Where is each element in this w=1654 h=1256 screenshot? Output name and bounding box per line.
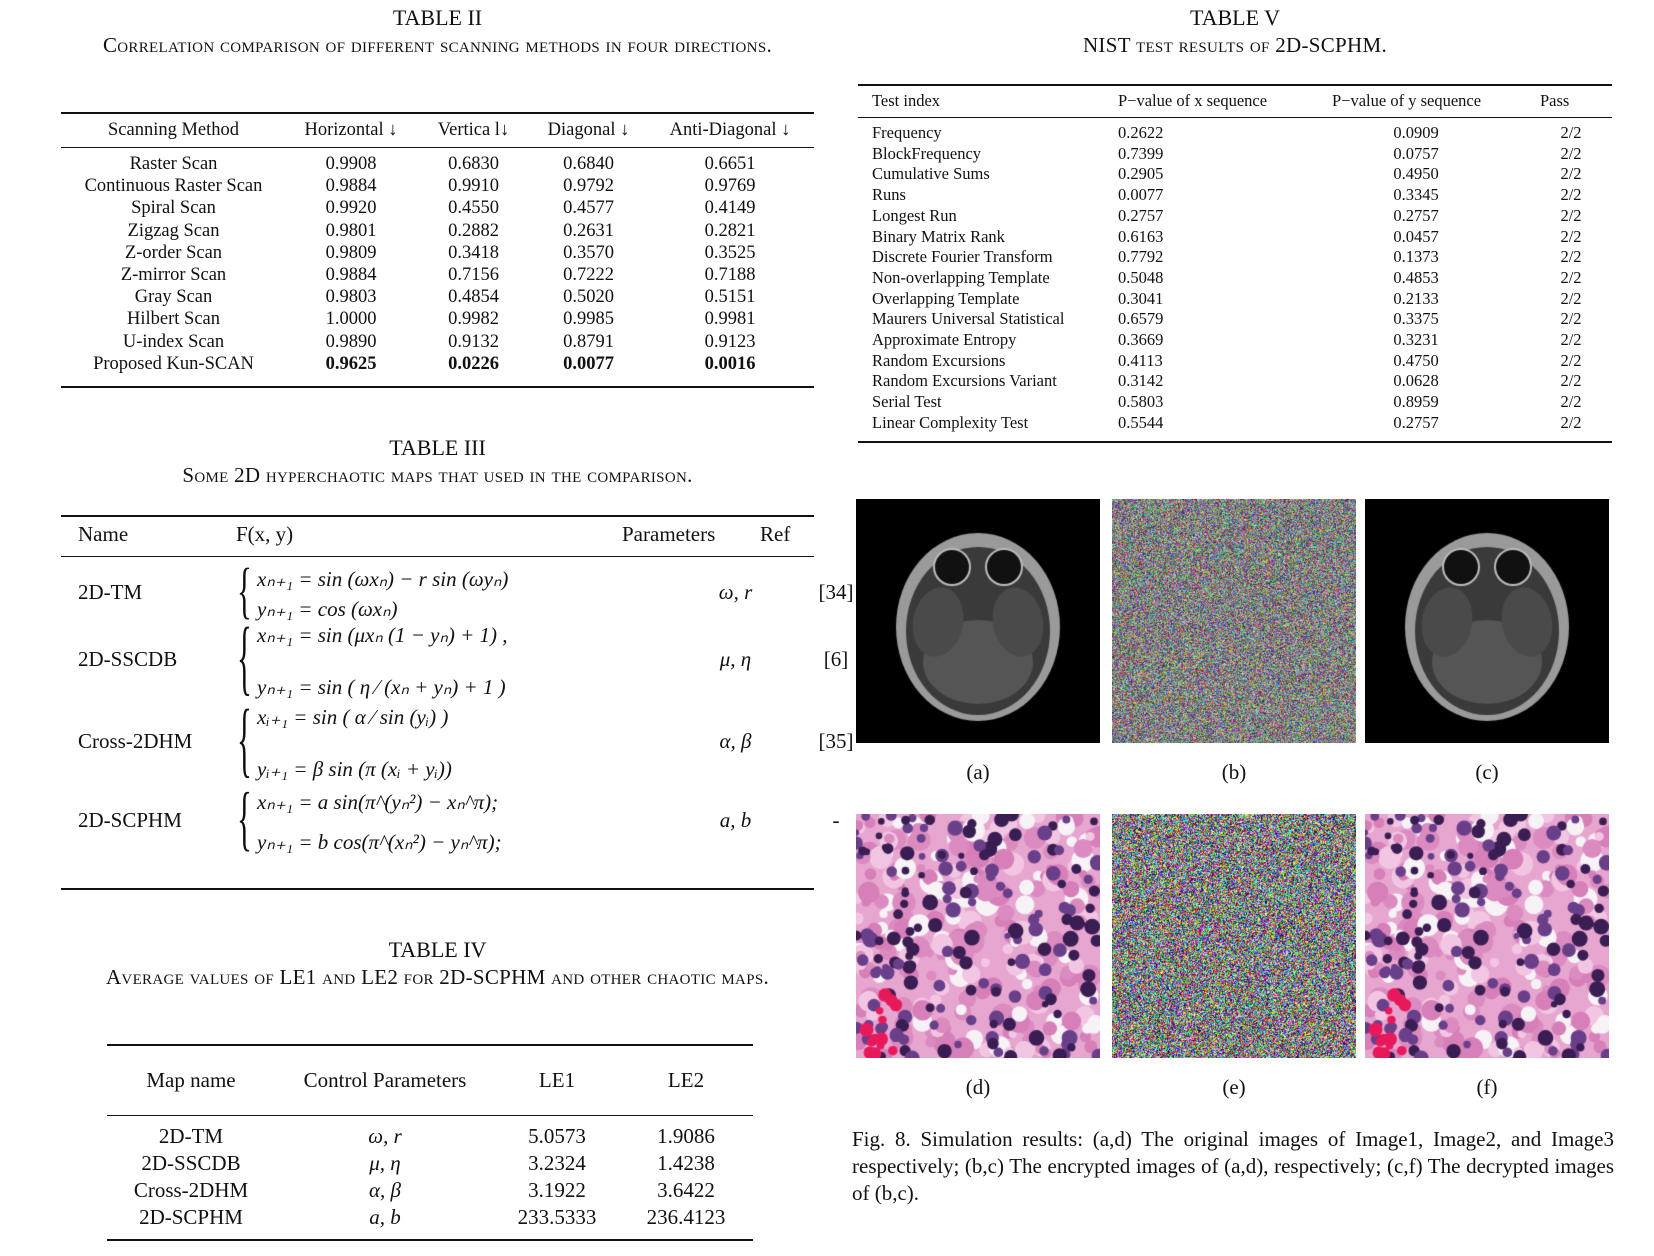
table2-header: Vertica l↓ [437,120,510,140]
table2-title: TABLE II [392,5,483,30]
figure-caption: Fig. 8. Simulation results: (a,d) The original images of Image1, Image2, and Image3 respectively; (b,c) The encrypted images of (a,d), respectively; (c,f) The decrypted images of (b,c). [852,1127,1614,1205]
table-row [61,264,814,286]
table5-cell: Cumulative Sums [872,164,990,184]
table2-cell: 0.9920 [325,198,377,219]
table4-cell: 1.4238 [657,1151,715,1175]
table4-title: TABLE IV [388,937,487,962]
table5-cell: 0.3142 [1118,371,1164,391]
table5-bottom-rule [858,441,1612,443]
parameters: μ, η [719,647,752,671]
table2-cell: 0.5151 [704,287,756,308]
table4-cell: 1.9086 [657,1124,715,1148]
table-row [107,1150,753,1177]
table3-header-name: Name [78,522,129,546]
table5-cell: 0.7792 [1118,247,1164,267]
table-row [107,1204,753,1231]
label-c: (c) [1475,760,1499,784]
table5-cell: 0.0628 [1393,371,1439,391]
scanning-method: Spiral Scan [131,198,216,219]
table4-cell: Cross-2DHM [133,1178,249,1202]
table5-cell: Approximate Entropy [872,330,1017,350]
table5-cell: Discrete Fourier Transform [872,247,1053,267]
table2-cell: 0.9803 [325,287,377,308]
table2 [61,114,814,375]
table-row [872,351,1602,372]
table5-cell: 0.3041 [1118,288,1164,308]
table5-cell: Runs [872,185,906,205]
table5-cell: 0.6579 [1118,309,1164,329]
table5-cell: 0.1373 [1393,247,1439,267]
table2-cell: 0.3570 [563,242,614,263]
map-name: 2D-SCPHM [78,808,182,832]
table2-cell: 0.4854 [448,287,499,308]
table2-cell: 0.7188 [704,265,756,286]
table5-cell: BlockFrequency [872,143,982,163]
table3-header-f: F(x, y) [236,522,294,546]
equation-line: yᵢ₊₁ = β sin (π (xᵢ + yᵢ)) [257,757,452,781]
table2-cell: 0.6840 [563,154,614,174]
table5-cell: 0.2757 [1393,205,1439,225]
table4-bottom-rule [107,1239,753,1241]
table5-cell: 0.5544 [1118,412,1164,432]
table5-cell: 2/2 [1560,226,1582,246]
table-row [872,227,1602,248]
table2-cell: 0.7222 [563,265,614,286]
table5-cell: 0.2133 [1393,288,1439,308]
reference: [34] [818,580,854,604]
scanning-method: Z-mirror Scan [120,265,227,286]
equation-line: yₙ₊₁ = cos (ωxₙ) [257,597,398,621]
table3-header-params: Parameters [622,522,716,546]
table-row [107,1177,753,1204]
table2-caption: Correlation comparison of different scanning methods in four directions. [102,33,773,57]
table5-cell: 0.0757 [1393,143,1439,163]
table-row [872,185,1602,206]
table-row [61,353,814,375]
table5-cell: 2/2 [1560,412,1582,432]
reference: [6] [823,647,849,671]
table5-cell: 0.4750 [1393,350,1439,370]
table2-cell: 0.9884 [325,265,377,286]
table4-cell: 5.0573 [528,1124,586,1148]
table2-cell: 0.0226 [448,353,499,374]
table4-cell: 236.4123 [646,1205,726,1229]
table5-header: Test index [872,91,941,111]
equation-line: xᵢ₊₁ = sin ( α ⁄ sin (yᵢ) ) [257,705,449,729]
equation-line: xₙ₊₁ = a sin(π^(yₙ²) − xₙ^π); [257,790,499,814]
table2-cell: 0.9884 [325,176,377,197]
table-row [61,308,814,330]
table2-cell: 0.0016 [704,353,756,374]
table5-cell: 2/2 [1560,143,1582,163]
brace: { [237,779,252,859]
table-row [61,331,814,353]
table2-cell: 0.3418 [448,242,499,263]
table2-cell: 0.4577 [563,198,614,219]
label-d: (d) [965,1075,991,1099]
table3-header-ref: Ref [760,522,791,546]
table5-cell: 0.2757 [1393,412,1439,432]
table2-cell: 0.6651 [704,154,756,174]
image-a-original-mri [856,499,1100,743]
table5-header: Pass [1540,91,1570,111]
scanning-method: Raster Scan [129,154,218,174]
equation-line: yₙ₊₁ = sin ( η ⁄ (xₙ + yₙ) + 1 ) [257,675,506,699]
table4 [107,1046,753,1231]
table3-caption: Some 2D hyperchaotic maps that used in the comparison. [182,463,693,487]
image-c-decrypted-mri [1365,499,1609,743]
table2-cell: 0.9625 [325,353,377,374]
parameters: a, b [719,808,752,832]
table5-cell: 0.2905 [1118,164,1164,184]
table-row [872,289,1602,310]
image-f-decrypted-histology [1365,814,1609,1058]
table-row [872,144,1602,165]
table2-cell: 0.3525 [704,242,756,263]
table-row [872,164,1602,185]
table5-cell: 0.7399 [1118,143,1164,163]
scanning-method: Hilbert Scan [127,309,220,330]
table2-cell: 0.9890 [325,331,377,352]
table4-cell: ω, r [368,1124,402,1148]
equation-line: xₙ₊₁ = sin (μxₙ (1 − yₙ) + 1) , [257,623,508,647]
table2-cell: 1.0000 [325,309,377,330]
table2-cell: 0.9123 [704,331,756,352]
table5-cell: Random Excursions [872,350,1006,370]
scanning-method: Proposed Kun-SCAN [93,353,254,374]
table-row [61,197,814,219]
scanning-method: Zigzag Scan [127,220,220,241]
table5-cell: 2/2 [1560,350,1582,370]
label-b: (b) [1221,760,1247,784]
table5-cell: 2/2 [1560,267,1582,287]
table5-cell: 0.3345 [1393,185,1439,205]
table4-cell: 2D-SCPHM [139,1205,243,1229]
table2-cell: 0.9132 [448,331,499,352]
table3-top-rule [61,515,814,517]
table2-bottom-rule [61,386,814,388]
table4-cell: 3.1922 [528,1178,586,1202]
table2-cell: 0.2882 [448,220,499,241]
table-row [872,123,1602,144]
table-row [61,153,814,175]
table4-cell: μ, η [369,1151,401,1175]
table2-header: Diagonal ↓ [547,120,630,140]
table5-cell: 0.3375 [1393,309,1439,329]
table2-cell: 0.5020 [563,287,614,308]
table5-cell: Maurers Universal Statistical [872,309,1065,329]
table5-cell: 2/2 [1560,371,1582,391]
table5 [872,86,1602,434]
table5-cell: 0.5803 [1118,392,1164,412]
table-row [61,286,814,308]
brace: { [237,557,252,625]
scanning-method: Z-order Scan [124,242,223,263]
table5-cell: 2/2 [1560,185,1582,205]
table-row [872,206,1602,227]
reference: [35] [818,729,854,753]
table-row [61,242,814,264]
map-name: Cross-2DHM [78,729,193,753]
table2-header: Horizontal ↓ [304,120,398,140]
scanning-method: Gray Scan [134,287,213,308]
image-b-encrypted-noise [1112,499,1356,743]
table2-cell: 0.4550 [448,198,499,219]
table5-cell: 2/2 [1560,288,1582,308]
table5-cell: 0.3231 [1393,330,1439,350]
table2-cell: 0.7156 [448,265,499,286]
table5-cell: Frequency [872,123,942,142]
table3-mid-rule [61,556,814,557]
table5-cell: 0.4950 [1393,164,1439,184]
table2-cell: 0.9769 [704,176,756,197]
table2-header: Anti-Diagonal ↓ [669,120,791,140]
table5-cell: 0.4853 [1393,267,1439,287]
table-row [61,611,849,705]
table4-cell: a, b [369,1205,401,1229]
table5-cell: 2/2 [1560,247,1582,267]
table4-cell: 2D-SSCDB [141,1151,241,1175]
table5-header: P−value of y sequence [1332,91,1482,111]
table2-cell: 0.9981 [704,309,756,330]
table5-cell: Longest Run [872,205,957,225]
table5-caption: NIST test results of 2D-SCPHM. [1082,33,1388,57]
equation-line: yₙ₊₁ = b cos(π^(xₙ²) − yₙ^π); [257,830,502,854]
label-a: (a) [966,760,990,784]
table5-cell: 0.6163 [1118,226,1164,246]
table5-cell: 0.2757 [1118,205,1164,225]
table5-cell: 2/2 [1560,309,1582,329]
table2-cell: 0.9910 [448,176,499,197]
table-row [872,247,1602,268]
table3-bottom-rule [61,888,814,890]
table-row [61,779,840,859]
table5-cell: 0.8959 [1393,392,1439,412]
table5-cell: Linear Complexity Test [872,412,1029,432]
table5-cell: 0.0457 [1393,226,1439,246]
table2-cell: 0.2821 [704,220,756,241]
table2-cell: 0.9985 [563,309,614,330]
table5-cell: 0.5048 [1118,267,1164,287]
table5-cell: 0.0077 [1118,185,1164,205]
table2-cell: 0.9809 [325,242,377,263]
scanning-method: Continuous Raster Scan [84,176,263,197]
table4-header: Map name [146,1068,236,1092]
table4-header: LE1 [538,1068,576,1092]
equation-line: xₙ₊₁ = sin (ωxₙ) − r sin (ωyₙ) [257,567,509,591]
table5-cell: Overlapping Template [872,288,1020,308]
scanning-method: U-index Scan [122,331,225,352]
table-row [872,413,1602,434]
table5-cell: 2/2 [1560,392,1582,412]
table5-cell: Serial Test [872,392,942,412]
table2-cell: 0.9801 [325,220,377,241]
map-name: 2D-TM [78,580,143,604]
table5-cell: 0.0909 [1393,123,1439,142]
table-row [61,557,854,625]
table4-cell: 3.6422 [657,1178,715,1202]
parameters: ω, r [718,580,753,604]
table4-header: Control Parameters [303,1068,467,1092]
map-name: 2D-SSCDB [78,647,178,671]
table-row [61,693,854,787]
table5-header: P−value of x sequence [1118,91,1268,111]
table4-caption: Average values of LE1 and LE2 for 2D-SCPHM and other chaotic maps. [105,965,770,989]
table2-cell: 0.6830 [448,154,499,174]
table5-title: TABLE V [1189,5,1281,30]
table-row [872,371,1602,392]
table4-cell: 2D-TM [158,1124,224,1148]
table5-cell: 0.2622 [1118,123,1164,142]
table5-cell: 2/2 [1560,330,1582,350]
table5-cell: Random Excursions Variant [872,371,1057,391]
image-e-encrypted-noise [1112,814,1356,1058]
table2-cell: 0.4149 [704,198,756,219]
brace: { [237,611,252,705]
table4-header: LE2 [667,1068,705,1092]
table2-cell: 0.9792 [563,176,614,197]
table5-cell: Binary Matrix Rank [872,226,1005,246]
table4-cell: 3.2324 [528,1151,586,1175]
table2-cell: 0.0077 [563,353,614,374]
brace: { [237,693,252,787]
table2-cell: 0.9908 [325,154,377,174]
table2-cell: 0.9982 [448,309,499,330]
table4-cell: 233.5333 [517,1205,597,1229]
table2-cell: 0.2631 [563,220,614,241]
image-d-original-histology [856,814,1100,1058]
parameters: α, β [719,729,752,753]
reference: - [832,808,840,832]
table5-cell: 2/2 [1560,205,1582,225]
table5-cell: 0.4113 [1118,350,1163,370]
label-e: (e) [1222,1075,1246,1099]
table3-title: TABLE III [389,435,486,460]
table5-cell: 0.3669 [1118,330,1164,350]
table-row [61,175,814,197]
table-row [872,330,1602,351]
table5-cell: 2/2 [1560,164,1582,184]
table-row [872,268,1602,289]
table-row [107,1123,753,1150]
table5-cell: 2/2 [1560,123,1582,142]
table2-header: Scanning Method [107,120,240,140]
table2-cell: 0.8791 [563,331,614,352]
table-row [61,220,814,242]
table4-cell: α, β [369,1178,401,1202]
label-f: (f) [1476,1075,1498,1099]
table-row [872,392,1602,413]
table5-cell: Non-overlapping Template [872,267,1050,287]
table-row [872,309,1602,330]
